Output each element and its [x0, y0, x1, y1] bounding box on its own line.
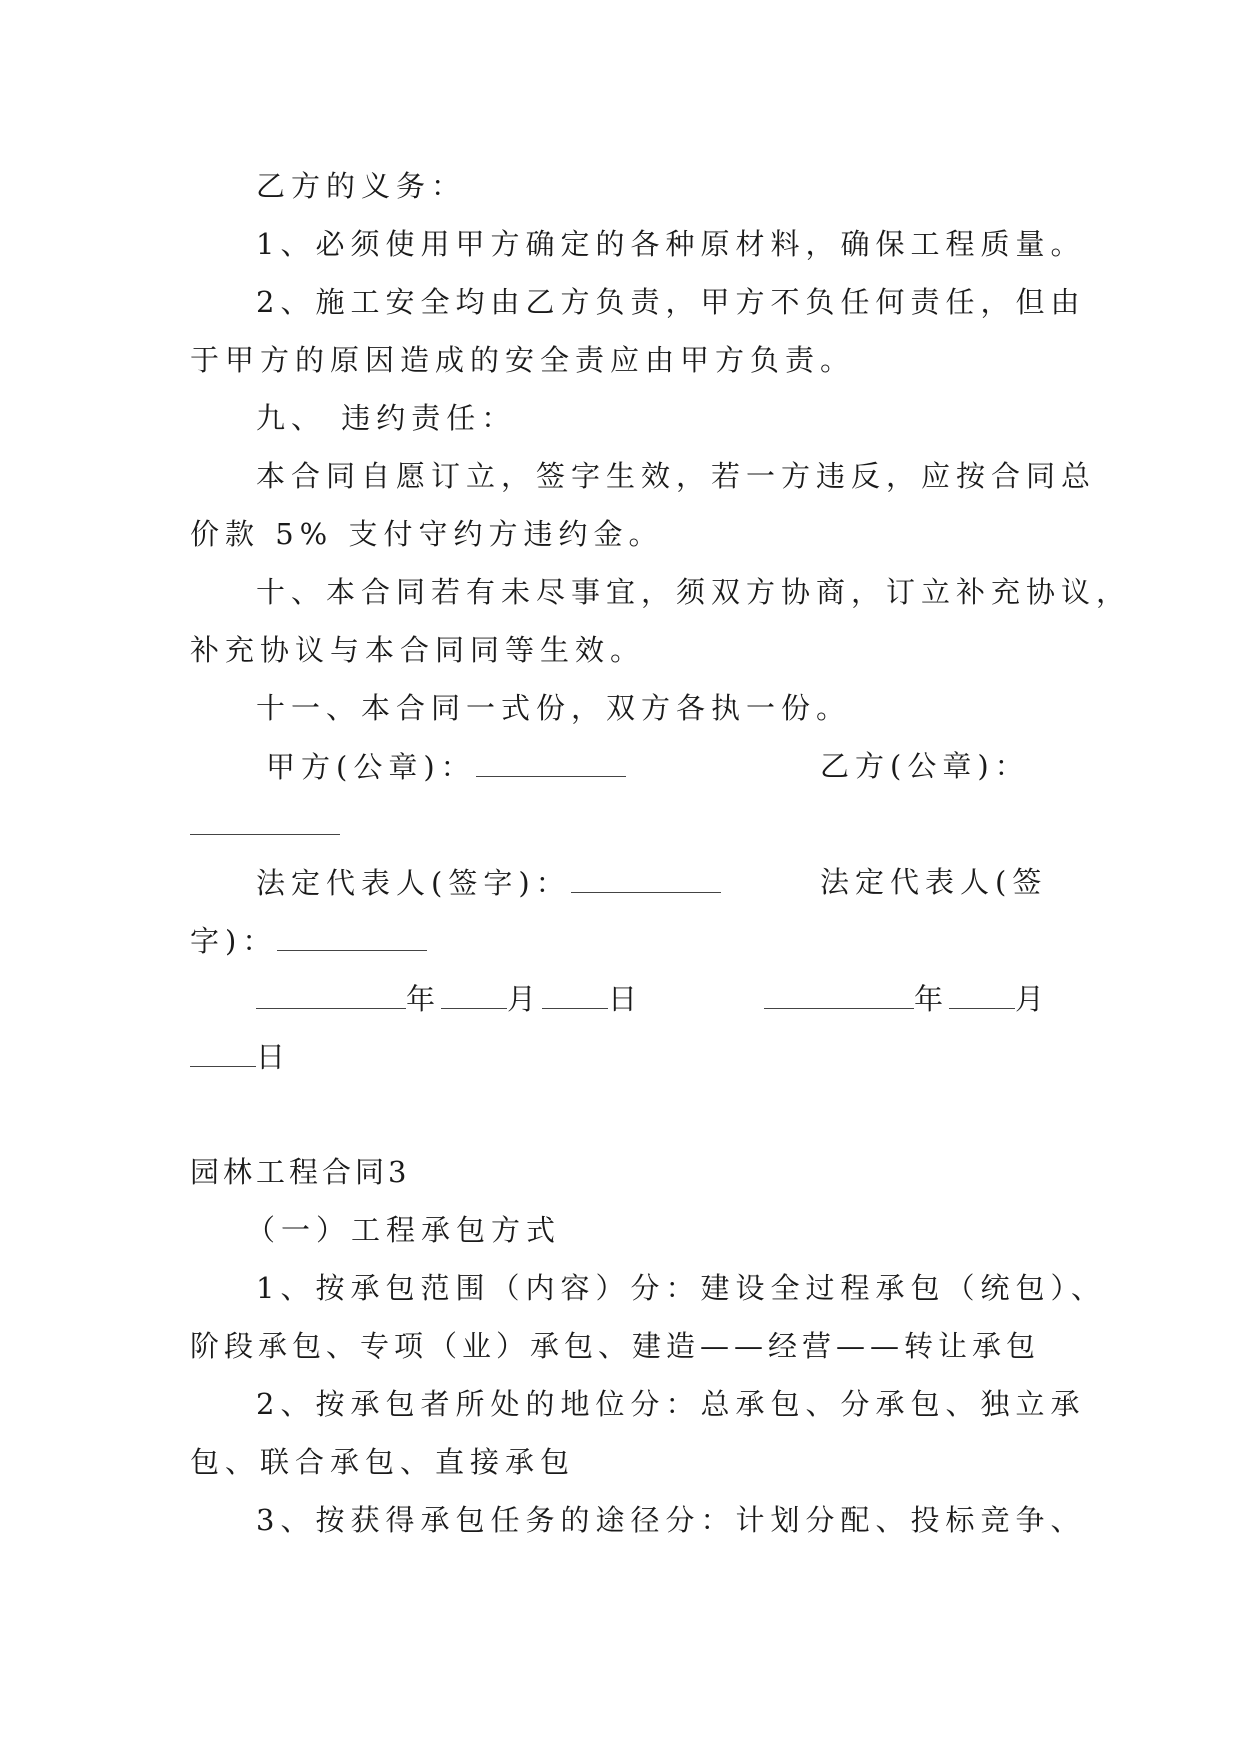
contract-3-item-2-line1: 2、按承包者所处的地位分：总承包、分承包、独立承 [256, 1387, 1086, 1421]
date-a-day-blank [542, 978, 608, 1009]
party-b-seal-blank-line [190, 804, 1070, 845]
party-a-seal-blank [476, 746, 626, 777]
obligation-1: 1、必须使用甲方确定的各种原材料，确保工程质量。 [256, 227, 1086, 261]
party-b-seal-blank [190, 804, 340, 835]
party-b-seal-label: 乙方(公章)： [820, 749, 1030, 783]
rep-b-label-line1: 法定代表人(签 [820, 865, 1048, 899]
obligation-2-line2: 于甲方的原因造成的安全责应由甲方负责。 [190, 343, 856, 377]
section-10-line1: 十、本合同若有未尽事宜，须双方协商，订立补充协议， [256, 575, 1132, 609]
party-a-seal [266, 746, 666, 787]
rep-a-label: 法定代表人(签字)： [256, 866, 571, 900]
contract-3-item-2-line2: 包、联合承包、直接承包 [190, 1445, 576, 1479]
rep-a-blank [571, 862, 721, 893]
date-a-month: 月 [507, 982, 543, 1016]
contract-3-title: 园林工程合同3 [190, 1155, 411, 1189]
date-b-month: 月 [1015, 982, 1051, 1016]
obligations-title: 乙方的义务： [256, 169, 467, 203]
date-b-year-blank [764, 978, 914, 1009]
date-b-day: 日 [256, 1040, 292, 1074]
contract-3-item-1-line2: 阶段承包、专项（业）承包、建造——经营——转让承包 [190, 1329, 1041, 1363]
date-a-year-blank [256, 978, 406, 1009]
date-a-month-blank [441, 978, 507, 1009]
date-b-month-blank [949, 978, 1015, 1009]
section-10-line2: 补充协议与本合同同等生效。 [190, 633, 646, 667]
contract-3-section-1: （一）工程承包方式 [246, 1213, 562, 1247]
section-9-line1: 本合同自愿订立，签字生效，若一方违反，应按合同总 [256, 459, 1097, 493]
date-b-year: 年 [914, 982, 950, 1016]
date-a-year: 年 [406, 982, 442, 1016]
date-a [256, 978, 736, 1019]
date-a-day: 日 [608, 982, 644, 1016]
obligation-2-line1: 2、施工安全均由乙方负责，甲方不负任何责任，但由 [256, 285, 1086, 319]
rep-b [190, 920, 1070, 961]
contract-3-item-1-line1: 1、按承包范围（内容）分：建设全过程承包（统包）、 [256, 1271, 1106, 1305]
contract-3-item-3-line1: 3、按获得承包任务的途径分：计划分配、投标竞争、 [256, 1503, 1086, 1537]
section-11: 十一、本合同一式份，双方各执一份。 [256, 691, 852, 725]
section-9-line2: 价款 5% 支付守约方违约金。 [190, 517, 664, 551]
rep-b-blank [277, 920, 427, 951]
date-b [764, 978, 1084, 1019]
rep-b-label-line2: 字)： [190, 924, 278, 958]
rep-a [256, 862, 756, 903]
party-a-seal-label: 甲方(公章)： [266, 750, 476, 784]
date-b-day-blank [190, 1036, 256, 1067]
date-b-day-line [190, 1036, 1070, 1077]
section-9-title: 九、 违约责任： [256, 401, 517, 435]
